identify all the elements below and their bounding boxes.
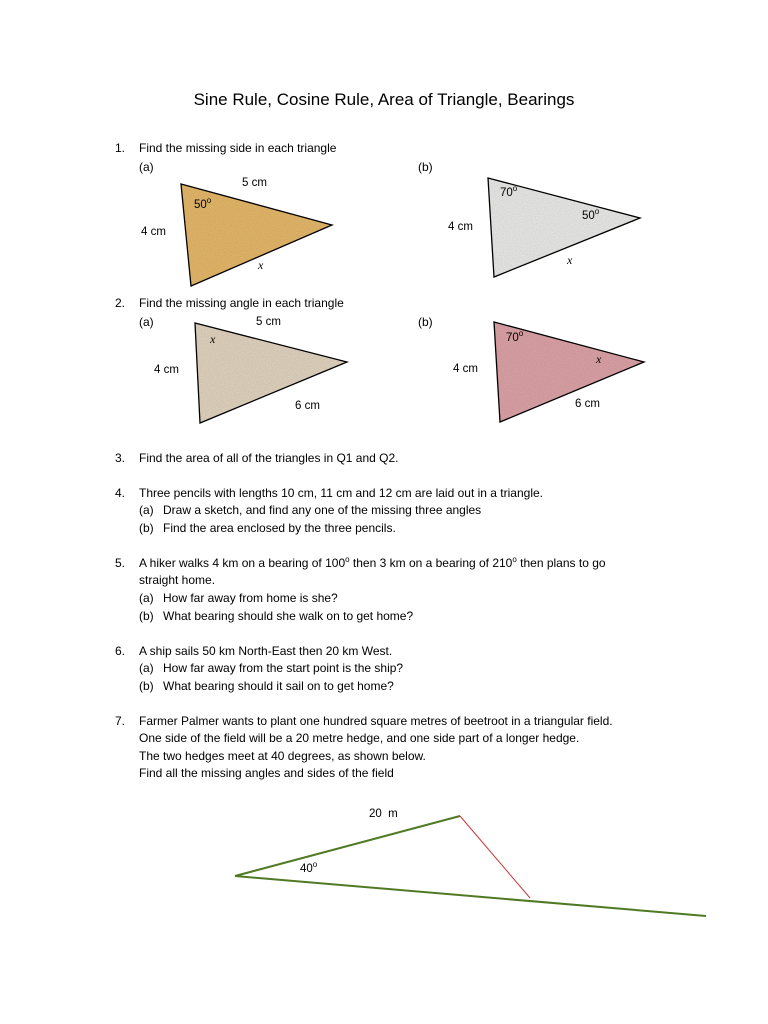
q2-text: Find the missing angle in each triangle	[139, 296, 344, 310]
q7-long-hedge	[235, 876, 706, 916]
q2b-side-bottom: 6 cm	[575, 398, 600, 410]
q1b-angle-right: 50$^o$	[582, 207, 600, 222]
q6a-text: How far away from the start point is the ship?	[163, 661, 404, 675]
q7-line1: Farmer Palmer wants to plant one hundred square metres of beetroot in a triangular field.	[139, 714, 613, 728]
q4-number: 4.	[115, 486, 126, 500]
q2-number: 2.	[115, 296, 126, 310]
q6a-label: (a)	[139, 661, 154, 675]
q2b-unknown: x	[596, 352, 602, 366]
q5b-text: What bearing should she walk on to get home?	[163, 609, 414, 623]
q2a-side-bottom: 6 cm	[295, 400, 320, 412]
q4a-text: Draw a sketch, and find any one of the missing three angles	[163, 503, 482, 517]
q7-angle-label: 40$^o$	[300, 860, 318, 875]
q1a-unknown: x	[258, 258, 264, 272]
q7-number: 7.	[115, 714, 126, 728]
q1a-side-left: 4 cm	[141, 226, 166, 238]
q5-number: 5.	[115, 556, 126, 570]
q2b-angle: 70$^o$	[506, 329, 524, 344]
q5-line2: straight home.	[139, 573, 216, 587]
q4b-label: (b)	[139, 521, 154, 535]
q2b-side-left: 4 cm	[453, 363, 478, 375]
q7-line4: Find all the missing angles and sides of the field	[139, 766, 394, 780]
page-title: Sine Rule, Cosine Rule, Area of Triangle, Bearings	[193, 90, 575, 109]
q3-number: 3.	[115, 451, 126, 465]
q2a-side-left: 4 cm	[154, 364, 179, 376]
q1b-unknown: x	[567, 253, 573, 267]
q6-number: 6.	[115, 644, 126, 658]
q4b-text: Find the area enclosed by the three pencils.	[163, 521, 396, 535]
q5-line1: A hiker walks 4 km on a bearing of 100$^o$ then 3 km on a bearing of 210$^o$ then plans to go	[139, 555, 606, 570]
q2a-triangle	[195, 323, 347, 423]
q1b-label: (b)	[418, 160, 433, 174]
q5b-label: (b)	[139, 609, 154, 623]
q3-text: Find the area of all of the triangles in Q1 and Q2.	[139, 451, 399, 465]
q1a-side-top: 5 cm	[242, 177, 267, 189]
q2b-label: (b)	[418, 315, 433, 329]
q2a-label: (a)	[139, 315, 154, 329]
q2a-unknown: x	[210, 332, 216, 346]
q7-line3: The two hedges meet at 40 degrees, as shown below.	[139, 749, 426, 763]
q7-third-side	[460, 816, 530, 898]
q7-hedge-20m	[235, 816, 460, 876]
q4a-label: (a)	[139, 503, 154, 517]
q5a-label: (a)	[139, 591, 154, 605]
q6b-text: What bearing should it sail on to get home?	[163, 679, 394, 693]
q5a-text: How far away from home is she?	[163, 591, 338, 605]
q1b-angle-top: 70$^o$	[500, 184, 518, 199]
q6-text: A ship sails 50 km North-East then 20 km West.	[139, 644, 393, 658]
q1b-side-left: 4 cm	[448, 221, 473, 233]
q1a-label: (a)	[139, 160, 154, 174]
q6b-label: (b)	[139, 679, 154, 693]
q4-text: Three pencils with lengths 10 cm, 11 cm and 12 cm are laid out in a triangle.	[139, 486, 543, 500]
q2a-side-top: 5 cm	[256, 316, 281, 328]
q1a-angle: 50$^o$	[194, 196, 212, 211]
q7-side-label: 20 m	[369, 808, 398, 820]
q1-number: 1.	[115, 141, 126, 155]
q7-line2: One side of the field will be a 20 metre hedge, and one side part of a longer hedge.	[139, 731, 580, 745]
q1-text: Find the missing side in each triangle	[139, 141, 337, 155]
